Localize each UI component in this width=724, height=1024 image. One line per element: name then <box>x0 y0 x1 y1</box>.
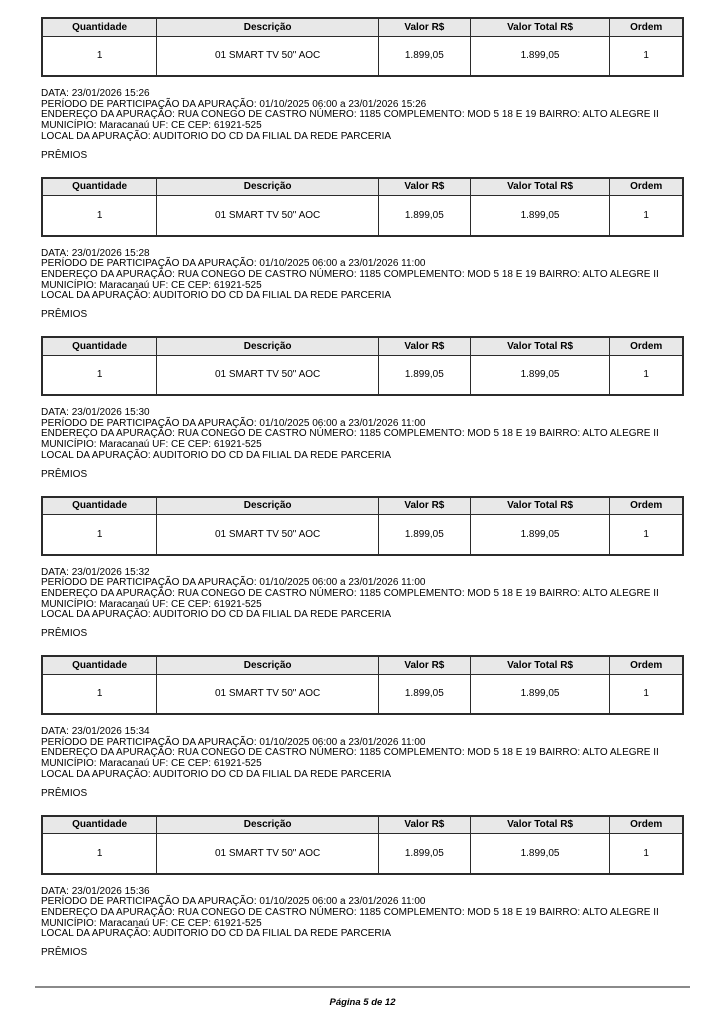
cell-descricao: 01 SMART TV 50" AOC <box>157 834 379 874</box>
cell-valor: 1.899,05 <box>379 515 471 555</box>
prize-table <box>41 17 684 77</box>
cell-valor: 1.899,05 <box>379 196 471 236</box>
info-line-municipio: MUNICÍPIO: Maracanaú UF: CE CEP: 61921-525 <box>41 439 262 451</box>
col-header-valor-total: Valor Total R$ <box>470 18 610 36</box>
col-header-quantidade: Quantidade <box>42 816 157 834</box>
table-row <box>42 196 683 236</box>
info-line-local: LOCAL DA APURAÇÃO: AUDITORIO DO CD DA FILIAL DA REDE PARCERIA <box>41 768 392 780</box>
col-header-quantidade: Quantidade <box>42 497 157 515</box>
apuracao-section <box>41 177 684 321</box>
cell-ordem: 1 <box>610 36 683 76</box>
col-header-quantidade: Quantidade <box>42 656 157 674</box>
info-line-periodo: PERÍODO DE PARTICIPAÇÃO DA APURAÇÃO: 01/10/2025 06:00 a 23/01/2026 11:00 <box>41 577 426 589</box>
info-line-local: LOCAL DA APURAÇÃO: AUDITORIO DO CD DA FILIAL DA REDE PARCERIA <box>41 130 392 142</box>
info-line-endereco: ENDEREÇO DA APURAÇÃO: RUA CONEGO DE CASTRO NÚMERO: 1185 COMPLEMENTO: MOD 5 18 E 19 BAIRRO: ALTO ALEGRE II <box>41 428 659 440</box>
col-header-valor-total: Valor Total R$ <box>470 816 610 834</box>
col-header-descricao: Descrição <box>157 816 379 834</box>
cell-quantidade: 1 <box>42 834 157 874</box>
col-header-descricao: Descrição <box>157 337 379 355</box>
col-header-quantidade: Quantidade <box>42 18 157 36</box>
col-header-valor: Valor R$ <box>379 337 471 355</box>
col-header-ordem: Ordem <box>610 816 683 834</box>
col-header-valor-total: Valor Total R$ <box>470 497 610 515</box>
apuracao-section <box>41 496 684 640</box>
cell-ordem: 1 <box>610 196 683 236</box>
apuracao-section <box>41 17 684 161</box>
sections <box>41 17 684 958</box>
info-line-data: DATA: 23/01/2026 15:28 <box>41 247 150 259</box>
table-header-row <box>42 497 683 515</box>
col-header-descricao: Descrição <box>157 18 379 36</box>
footer-divider <box>35 986 690 988</box>
cell-valor-total: 1.899,05 <box>470 834 610 874</box>
apuracao-info <box>41 568 684 622</box>
info-line-periodo: PERÍODO DE PARTICIPAÇÃO DA APURAÇÃO: 01/10/2025 06:00 a 23/01/2026 11:00 <box>41 417 426 429</box>
cell-ordem: 1 <box>610 355 683 395</box>
col-header-valor: Valor R$ <box>379 497 471 515</box>
apuracao-info <box>41 887 684 941</box>
col-header-valor-total: Valor Total R$ <box>470 337 610 355</box>
cell-quantidade: 1 <box>42 196 157 236</box>
apuracao-info <box>41 727 684 781</box>
info-line-municipio: MUNICÍPIO: Maracanaú UF: CE CEP: 61921-525 <box>41 758 262 770</box>
cell-descricao: 01 SMART TV 50" AOC <box>157 355 379 395</box>
info-line-periodo: PERÍODO DE PARTICIPAÇÃO DA APURAÇÃO: 01/10/2025 06:00 a 23/01/2026 15:26 <box>41 98 427 110</box>
cell-valor-total: 1.899,05 <box>470 515 610 555</box>
cell-valor: 1.899,05 <box>379 355 471 395</box>
info-line-data: DATA: 23/01/2026 15:32 <box>41 566 150 578</box>
cell-descricao: 01 SMART TV 50" AOC <box>157 196 379 236</box>
info-line-endereco: ENDEREÇO DA APURAÇÃO: RUA CONEGO DE CASTRO NÚMERO: 1185 COMPLEMENTO: MOD 5 18 E 19 BAIRRO: ALTO ALEGRE II <box>41 747 659 759</box>
cell-descricao: 01 SMART TV 50" AOC <box>157 674 379 714</box>
cell-quantidade: 1 <box>42 515 157 555</box>
cell-valor-total: 1.899,05 <box>470 355 610 395</box>
cell-valor: 1.899,05 <box>379 674 471 714</box>
col-header-quantidade: Quantidade <box>42 178 157 196</box>
col-header-valor: Valor R$ <box>379 178 471 196</box>
table-row <box>42 834 683 874</box>
cell-quantidade: 1 <box>42 674 157 714</box>
cell-ordem: 1 <box>610 834 683 874</box>
col-header-valor: Valor R$ <box>379 656 471 674</box>
info-line-data: DATA: 23/01/2026 15:36 <box>41 885 150 897</box>
info-line-endereco: ENDEREÇO DA APURAÇÃO: RUA CONEGO DE CASTRO NÚMERO: 1185 COMPLEMENTO: MOD 5 18 E 19 BAIRRO: ALTO ALEGRE II <box>41 906 659 918</box>
cell-descricao: 01 SMART TV 50" AOC <box>157 36 379 76</box>
cell-valor-total: 1.899,05 <box>470 196 610 236</box>
prize-table <box>41 655 684 715</box>
cell-quantidade: 1 <box>42 36 157 76</box>
col-header-valor-total: Valor Total R$ <box>470 178 610 196</box>
info-line-municipio: MUNICÍPIO: Maracanaú UF: CE CEP: 61921-525 <box>41 598 262 610</box>
info-line-local: LOCAL DA APURAÇÃO: AUDITORIO DO CD DA FILIAL DA REDE PARCERIA <box>41 609 392 621</box>
info-line-endereco: ENDEREÇO DA APURAÇÃO: RUA CONEGO DE CASTRO NÚMERO: 1185 COMPLEMENTO: MOD 5 18 E 19 BAIRRO: ALTO ALEGRE II <box>41 109 659 121</box>
col-header-ordem: Ordem <box>610 337 683 355</box>
info-line-local: LOCAL DA APURAÇÃO: AUDITORIO DO CD DA FILIAL DA REDE PARCERIA <box>41 449 392 461</box>
page-footer <box>35 986 690 1008</box>
table-header-row <box>42 18 683 36</box>
col-header-ordem: Ordem <box>610 178 683 196</box>
col-header-valor: Valor R$ <box>379 816 471 834</box>
col-header-ordem: Ordem <box>610 18 683 36</box>
prize-table <box>41 496 684 556</box>
cell-quantidade: 1 <box>42 355 157 395</box>
col-header-valor-total: Valor Total R$ <box>470 656 610 674</box>
apuracao-section <box>41 655 684 799</box>
prize-table <box>41 177 684 237</box>
info-line-endereco: ENDEREÇO DA APURAÇÃO: RUA CONEGO DE CASTRO NÚMERO: 1185 COMPLEMENTO: MOD 5 18 E 19 BAIRRO: ALTO ALEGRE II <box>41 587 659 599</box>
col-header-valor: Valor R$ <box>379 18 471 36</box>
info-line-municipio: MUNICÍPIO: Maracanaú UF: CE CEP: 61921-525 <box>41 279 262 291</box>
info-line-endereco: ENDEREÇO DA APURAÇÃO: RUA CONEGO DE CASTRO NÚMERO: 1185 COMPLEMENTO: MOD 5 18 E 19 BAIRRO: ALTO ALEGRE II <box>41 268 659 280</box>
info-line-municipio: MUNICÍPIO: Maracanaú UF: CE CEP: 61921-525 <box>41 917 262 929</box>
apuracao-section <box>41 336 684 480</box>
table-header-row <box>42 816 683 834</box>
premios-label: PRÊMIOS <box>41 947 88 959</box>
apuracao-info <box>41 89 684 143</box>
cell-ordem: 1 <box>610 515 683 555</box>
apuracao-info <box>41 408 684 462</box>
premios-label: PRÊMIOS <box>41 787 88 799</box>
cell-valor-total: 1.899,05 <box>470 36 610 76</box>
info-line-periodo: PERÍODO DE PARTICIPAÇÃO DA APURAÇÃO: 01/10/2025 06:00 a 23/01/2026 11:00 <box>41 896 426 908</box>
apuracao-section <box>41 815 684 959</box>
info-line-local: LOCAL DA APURAÇÃO: AUDITORIO DO CD DA FILIAL DA REDE PARCERIA <box>41 928 392 940</box>
col-header-ordem: Ordem <box>610 497 683 515</box>
premios-label: PRÊMIOS <box>41 309 88 321</box>
cell-valor: 1.899,05 <box>379 36 471 76</box>
apuracao-info <box>41 249 684 303</box>
col-header-ordem: Ordem <box>610 656 683 674</box>
table-header-row <box>42 178 683 196</box>
table-header-row <box>42 656 683 674</box>
info-line-data: DATA: 23/01/2026 15:34 <box>41 726 150 738</box>
info-line-local: LOCAL DA APURAÇÃO: AUDITORIO DO CD DA FILIAL DA REDE PARCERIA <box>41 290 392 302</box>
cell-descricao: 01 SMART TV 50" AOC <box>157 515 379 555</box>
info-line-periodo: PERÍODO DE PARTICIPAÇÃO DA APURAÇÃO: 01/10/2025 06:00 a 23/01/2026 11:00 <box>41 736 426 748</box>
cell-valor: 1.899,05 <box>379 834 471 874</box>
prize-table <box>41 815 684 875</box>
info-line-data: DATA: 23/01/2026 15:30 <box>41 407 150 419</box>
cell-valor-total: 1.899,05 <box>470 674 610 714</box>
table-row <box>42 36 683 76</box>
page-number: Página 5 de 12 <box>329 997 396 1008</box>
cell-ordem: 1 <box>610 674 683 714</box>
col-header-quantidade: Quantidade <box>42 337 157 355</box>
info-line-data: DATA: 23/01/2026 15:26 <box>41 88 150 99</box>
table-row <box>42 674 683 714</box>
info-line-periodo: PERÍODO DE PARTICIPAÇÃO DA APURAÇÃO: 01/10/2025 06:00 a 23/01/2026 11:00 <box>41 258 426 270</box>
premios-label: PRÊMIOS <box>41 149 88 161</box>
premios-label: PRÊMIOS <box>41 468 88 480</box>
premios-label: PRÊMIOS <box>41 628 88 640</box>
col-header-descricao: Descrição <box>157 656 379 674</box>
col-header-descricao: Descrição <box>157 178 379 196</box>
col-header-descricao: Descrição <box>157 497 379 515</box>
table-header-row <box>42 337 683 355</box>
table-row <box>42 355 683 395</box>
prize-table <box>41 336 684 396</box>
table-row <box>42 515 683 555</box>
info-line-municipio: MUNICÍPIO: Maracanaú UF: CE CEP: 61921-525 <box>41 120 262 132</box>
